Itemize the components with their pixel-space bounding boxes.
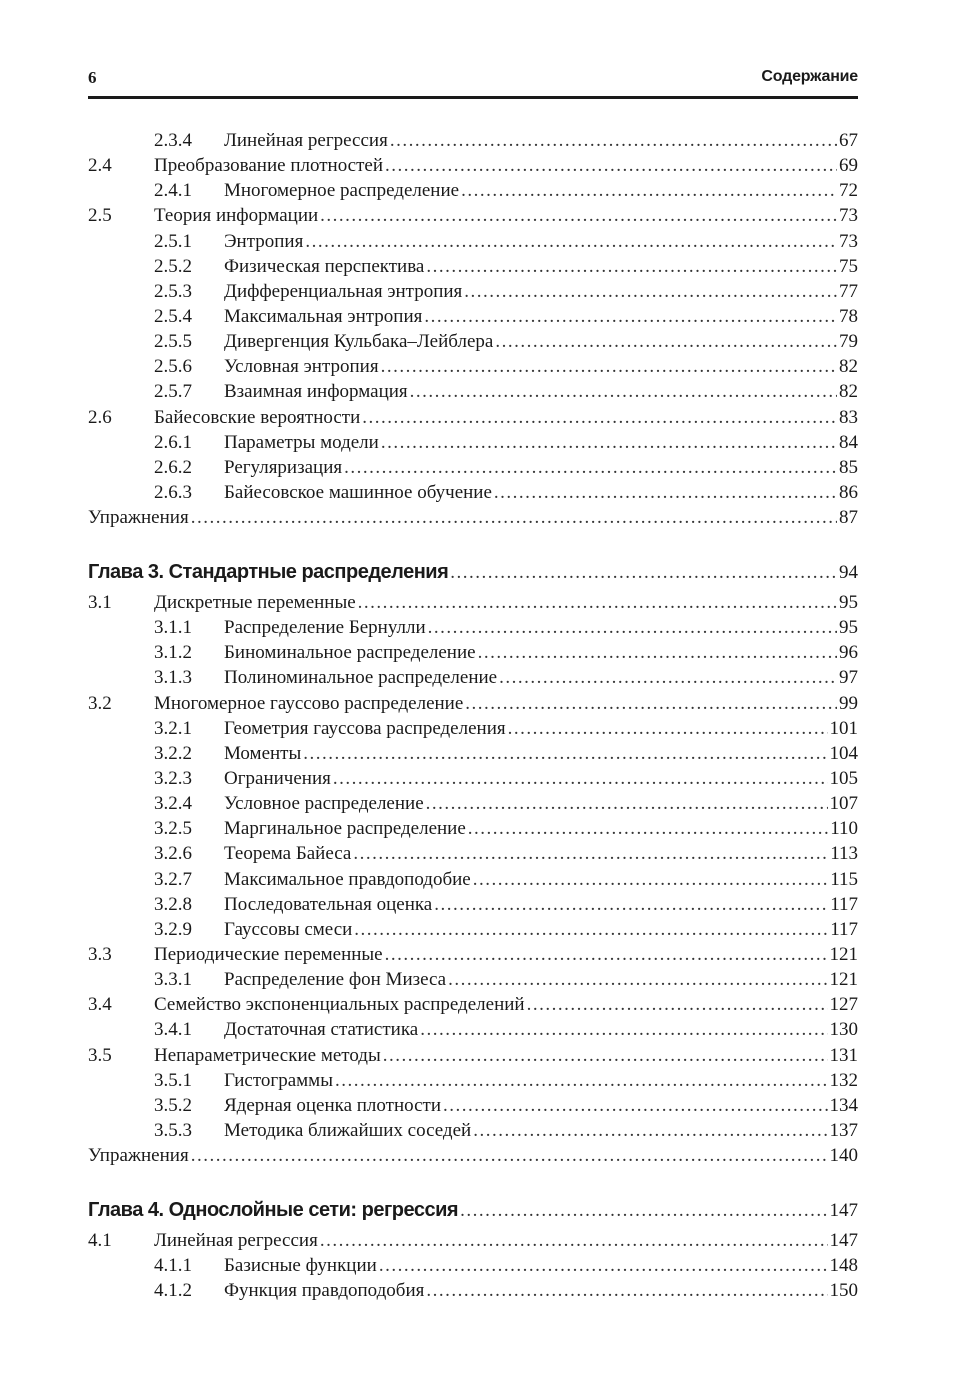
section-number: 2.5.1 — [154, 230, 192, 252]
section-number: 3.1.2 — [154, 642, 192, 664]
section-page: 137 — [829, 1119, 858, 1141]
dot-leader — [424, 304, 837, 329]
dot-leader — [420, 1017, 827, 1042]
section-title: Биноминальное распределение — [224, 642, 476, 664]
section-title: Последовательная оценка — [224, 893, 433, 915]
dot-leader — [320, 203, 837, 228]
dot-leader — [473, 1118, 827, 1143]
dot-leader — [410, 379, 837, 404]
dot-leader — [508, 716, 828, 741]
toc-entry[interactable] — [88, 691, 858, 716]
dot-leader — [464, 279, 837, 304]
toc-block-chapter3 — [88, 557, 858, 1168]
toc-entry[interactable] — [88, 1278, 858, 1303]
dot-leader — [434, 892, 828, 917]
toc-entry[interactable] — [88, 354, 858, 379]
section-number: 2.3.4 — [154, 130, 192, 151]
dot-leader — [390, 128, 837, 153]
section-title: Байесовские вероятности — [154, 406, 361, 428]
section-page: 121 — [829, 969, 858, 991]
section-page: 77 — [839, 280, 858, 302]
section-title: Преобразование плотностей — [154, 155, 384, 177]
section-page: 87 — [839, 507, 858, 529]
section-number: 3.2.5 — [154, 818, 192, 840]
section-page: 140 — [829, 1145, 858, 1167]
section-page: 132 — [829, 1069, 858, 1091]
section-number: 2.5.6 — [154, 356, 192, 378]
section-title: Упражнения — [88, 1145, 189, 1167]
section-number: 3.5.3 — [154, 1119, 192, 1141]
section-number: 3.2.3 — [154, 767, 192, 789]
section-title: Взаимная информация — [224, 381, 408, 403]
section-title: Многомерное гауссово распределение — [154, 692, 464, 714]
dot-leader — [305, 229, 837, 254]
dot-leader — [320, 1228, 828, 1253]
section-number: 2.5.7 — [154, 381, 192, 403]
toc-entry[interactable] — [88, 505, 858, 530]
header-rule — [88, 96, 858, 99]
toc-entry[interactable] — [88, 279, 858, 304]
section-title: Параметры модели — [224, 431, 379, 453]
running-head — [88, 66, 858, 90]
toc-entry[interactable] — [88, 1253, 858, 1278]
section-page: 82 — [839, 356, 858, 378]
section-title: Упражнения — [88, 507, 189, 529]
dot-leader — [426, 1278, 827, 1303]
section-number: 2.5.2 — [154, 255, 192, 277]
section-title: Ядерная оценка плотности — [224, 1094, 442, 1116]
toc-entry[interactable] — [88, 178, 858, 203]
section-number: 3.2.8 — [154, 893, 192, 915]
toc-entry[interactable] — [88, 716, 858, 741]
dot-leader — [191, 1143, 828, 1168]
dot-leader — [460, 1196, 827, 1226]
section-number: 3.5 — [88, 1044, 112, 1066]
section-number: 2.6.3 — [154, 481, 192, 503]
toc-entry[interactable] — [88, 992, 858, 1017]
section-page: 134 — [829, 1094, 858, 1116]
section-page: 150 — [829, 1280, 858, 1302]
toc-entry[interactable] — [88, 229, 858, 254]
dot-leader — [465, 691, 837, 716]
dot-leader — [428, 615, 837, 640]
dot-leader — [426, 254, 837, 279]
section-page: 73 — [839, 205, 858, 227]
section-title: Дивергенция Кульбака–Лейблера — [224, 331, 494, 353]
section-number: 3.4.1 — [154, 1019, 192, 1041]
section-page: 95 — [839, 617, 858, 639]
toc-entry[interactable] — [88, 304, 858, 329]
dot-leader — [358, 590, 837, 615]
toc-entry[interactable] — [88, 1068, 858, 1093]
section-number: 4.1.1 — [154, 1255, 192, 1277]
section-page: 127 — [829, 994, 858, 1016]
toc-entry[interactable] — [88, 741, 858, 766]
section-number: 3.1.1 — [154, 617, 192, 639]
section-number: 4.1.2 — [154, 1280, 192, 1302]
dot-leader — [448, 967, 827, 992]
dot-leader — [426, 791, 828, 816]
section-number: 2.4.1 — [154, 180, 192, 202]
section-page: 117 — [830, 918, 858, 940]
section-page: 82 — [839, 381, 858, 403]
section-number: 2.5 — [88, 205, 112, 227]
toc-entry[interactable] — [88, 867, 858, 892]
toc-entry[interactable] — [88, 329, 858, 354]
section-title: Максимальное правдоподобие — [224, 868, 471, 890]
section-title: Условная энтропия — [224, 356, 379, 378]
section-title: Регуляризация — [224, 456, 343, 478]
toc-entry[interactable] — [88, 1228, 858, 1253]
section-number: 2.5.3 — [154, 280, 192, 302]
dot-leader — [344, 455, 837, 480]
chapter-page: 94 — [839, 562, 858, 583]
dot-leader — [468, 816, 828, 841]
section-page: 105 — [829, 767, 858, 789]
section-page: 85 — [839, 456, 858, 478]
section-page: 130 — [829, 1019, 858, 1041]
toc-entry[interactable] — [88, 766, 858, 791]
section-page: 131 — [829, 1044, 858, 1066]
section-number: 4.1 — [88, 1230, 112, 1251]
section-number: 2.6.2 — [154, 456, 192, 478]
section-number: 2.6.1 — [154, 431, 192, 453]
section-number: 3.2.2 — [154, 742, 192, 764]
toc-entry[interactable] — [88, 615, 858, 640]
section-page: 101 — [829, 717, 858, 739]
section-number: 3.1.3 — [154, 667, 192, 689]
toc-entry[interactable] — [88, 455, 858, 480]
dot-leader — [494, 480, 837, 505]
section-page: 104 — [829, 742, 858, 764]
page-number: 6 — [88, 68, 97, 87]
dot-leader — [354, 917, 828, 942]
dot-leader — [335, 1068, 828, 1093]
chapter-title: Глава 4. Однослойные сети: регрессия — [88, 1199, 459, 1221]
section-title: Периодические переменные — [154, 943, 383, 965]
section-title: Условное распределение — [224, 793, 424, 815]
section-page: 95 — [839, 592, 858, 613]
section-title: Дискретные переменные — [154, 592, 356, 613]
toc-entry[interactable] — [88, 128, 858, 153]
toc-entry[interactable] — [88, 430, 858, 455]
dot-leader — [450, 558, 837, 588]
toc-entry[interactable] — [88, 942, 858, 967]
chapter-title: Глава 3. Стандартные распределения — [88, 561, 449, 583]
section-number: 3.2.1 — [154, 717, 192, 739]
dot-leader — [443, 1093, 827, 1118]
running-title: Содержание — [761, 68, 858, 85]
section-page: 96 — [839, 642, 858, 664]
section-number: 2.5.5 — [154, 331, 192, 353]
dot-leader — [461, 178, 837, 203]
section-title: Достаточная статистика — [224, 1019, 419, 1041]
section-number: 3.3 — [88, 943, 112, 965]
section-page: 84 — [839, 431, 858, 453]
dot-leader — [353, 841, 828, 866]
section-title: Многомерное распределение — [224, 180, 460, 202]
section-title: Маргинальное распределение — [224, 818, 466, 840]
section-title: Распределение Бернулли — [224, 617, 426, 639]
section-number: 3.2.9 — [154, 918, 192, 940]
dot-leader — [385, 942, 828, 967]
section-number: 3.1 — [88, 592, 112, 613]
toc-entry[interactable] — [88, 590, 858, 615]
toc-entry[interactable] — [88, 816, 858, 841]
section-title: Геометрия гауссова распределения — [224, 717, 506, 739]
toc-entry[interactable] — [88, 379, 858, 404]
toc-entry[interactable] — [88, 640, 858, 665]
section-page: 115 — [830, 868, 858, 890]
section-page: 113 — [830, 843, 858, 865]
toc-entry[interactable] — [88, 203, 858, 228]
dot-leader — [191, 505, 837, 530]
dot-leader — [383, 1043, 828, 1068]
toc-entry[interactable] — [88, 1043, 858, 1068]
dot-leader — [473, 867, 828, 892]
toc-entry[interactable] — [88, 917, 858, 942]
section-page: 97 — [839, 667, 858, 689]
dot-leader — [499, 665, 837, 690]
toc-block-chapter4 — [88, 1195, 858, 1303]
section-page: 110 — [830, 818, 858, 840]
section-number: 3.2.6 — [154, 843, 192, 865]
section-number: 2.6 — [88, 406, 112, 428]
section-number: 3.5.2 — [154, 1094, 192, 1116]
section-title: Непараметрические методы — [154, 1044, 381, 1066]
dot-leader — [385, 153, 837, 178]
section-title: Распределение фон Мизеса — [224, 969, 447, 991]
section-title: Физическая перспектива — [224, 255, 425, 277]
section-page: 78 — [839, 305, 858, 327]
section-title: Линейная регрессия — [224, 130, 388, 151]
toc-entry[interactable] — [88, 254, 858, 279]
section-number: 3.4 — [88, 994, 112, 1016]
dot-leader — [333, 766, 828, 791]
section-title: Линейная регрессия — [154, 1230, 318, 1251]
section-title: Семейство экспоненциальных распределений — [154, 994, 525, 1016]
section-page: 148 — [829, 1255, 858, 1277]
section-title: Энтропия — [224, 230, 304, 252]
section-page: 67 — [839, 130, 858, 151]
section-title: Функция правдоподобия — [224, 1280, 425, 1302]
section-number: 3.2.4 — [154, 793, 192, 815]
dot-leader — [527, 992, 828, 1017]
section-title: Гауссовы смеси — [224, 918, 353, 940]
section-title: Теорема Байеса — [224, 843, 352, 865]
section-number: 3.2.7 — [154, 868, 192, 890]
dot-leader — [379, 1253, 828, 1278]
toc-entry[interactable] — [88, 480, 858, 505]
chapter-page: 147 — [829, 1200, 858, 1221]
section-page: 73 — [839, 230, 858, 252]
toc-entry[interactable] — [88, 1143, 858, 1168]
section-title: Ограничения — [224, 767, 331, 789]
section-title: Гистограммы — [224, 1069, 333, 1091]
section-title: Байесовское машинное обучение — [224, 481, 492, 503]
section-page: 107 — [829, 793, 858, 815]
section-page: 86 — [839, 481, 858, 503]
section-title: Максимальная энтропия — [224, 305, 423, 327]
toc-entry[interactable] — [88, 1118, 858, 1143]
section-page: 121 — [829, 943, 858, 965]
section-title: Полиноминальное распределение — [224, 667, 498, 689]
toc-entry[interactable] — [88, 153, 858, 178]
section-page: 147 — [829, 1230, 858, 1251]
section-page: 72 — [839, 180, 858, 202]
dot-leader — [381, 354, 837, 379]
dot-leader — [495, 329, 837, 354]
section-page: 75 — [839, 255, 858, 277]
toc-entry[interactable] — [88, 791, 858, 816]
section-number: 2.4 — [88, 155, 112, 177]
section-title: Методика ближайших соседей — [224, 1119, 472, 1141]
section-number: 3.5.1 — [154, 1069, 192, 1091]
section-page: 99 — [839, 692, 858, 714]
section-title: Дифференциальная энтропия — [224, 280, 463, 302]
dot-leader — [303, 741, 827, 766]
toc-entry[interactable] — [88, 405, 858, 430]
section-number: 3.3.1 — [154, 969, 192, 991]
section-page: 83 — [839, 406, 858, 428]
section-page: 117 — [830, 893, 858, 915]
toc-entry[interactable] — [88, 1093, 858, 1118]
toc-entry[interactable] — [88, 1017, 858, 1042]
toc-entry[interactable] — [88, 892, 858, 917]
dot-leader — [381, 430, 837, 455]
section-title: Теория информации — [154, 205, 319, 227]
chapter-heading[interactable] — [88, 557, 858, 587]
dot-leader — [362, 405, 837, 430]
dot-leader — [478, 640, 837, 665]
toc-entry[interactable] — [88, 665, 858, 690]
toc-block-chapter2-continued — [88, 128, 858, 530]
toc-entry[interactable] — [88, 967, 858, 992]
toc-entry[interactable] — [88, 841, 858, 866]
section-title: Моменты — [224, 742, 302, 764]
section-page: 79 — [839, 331, 858, 353]
section-number: 2.5.4 — [154, 305, 192, 327]
section-number: 3.2 — [88, 692, 112, 714]
section-page: 69 — [839, 155, 858, 177]
chapter-heading[interactable] — [88, 1195, 858, 1225]
section-title: Базисные функции — [224, 1255, 377, 1277]
